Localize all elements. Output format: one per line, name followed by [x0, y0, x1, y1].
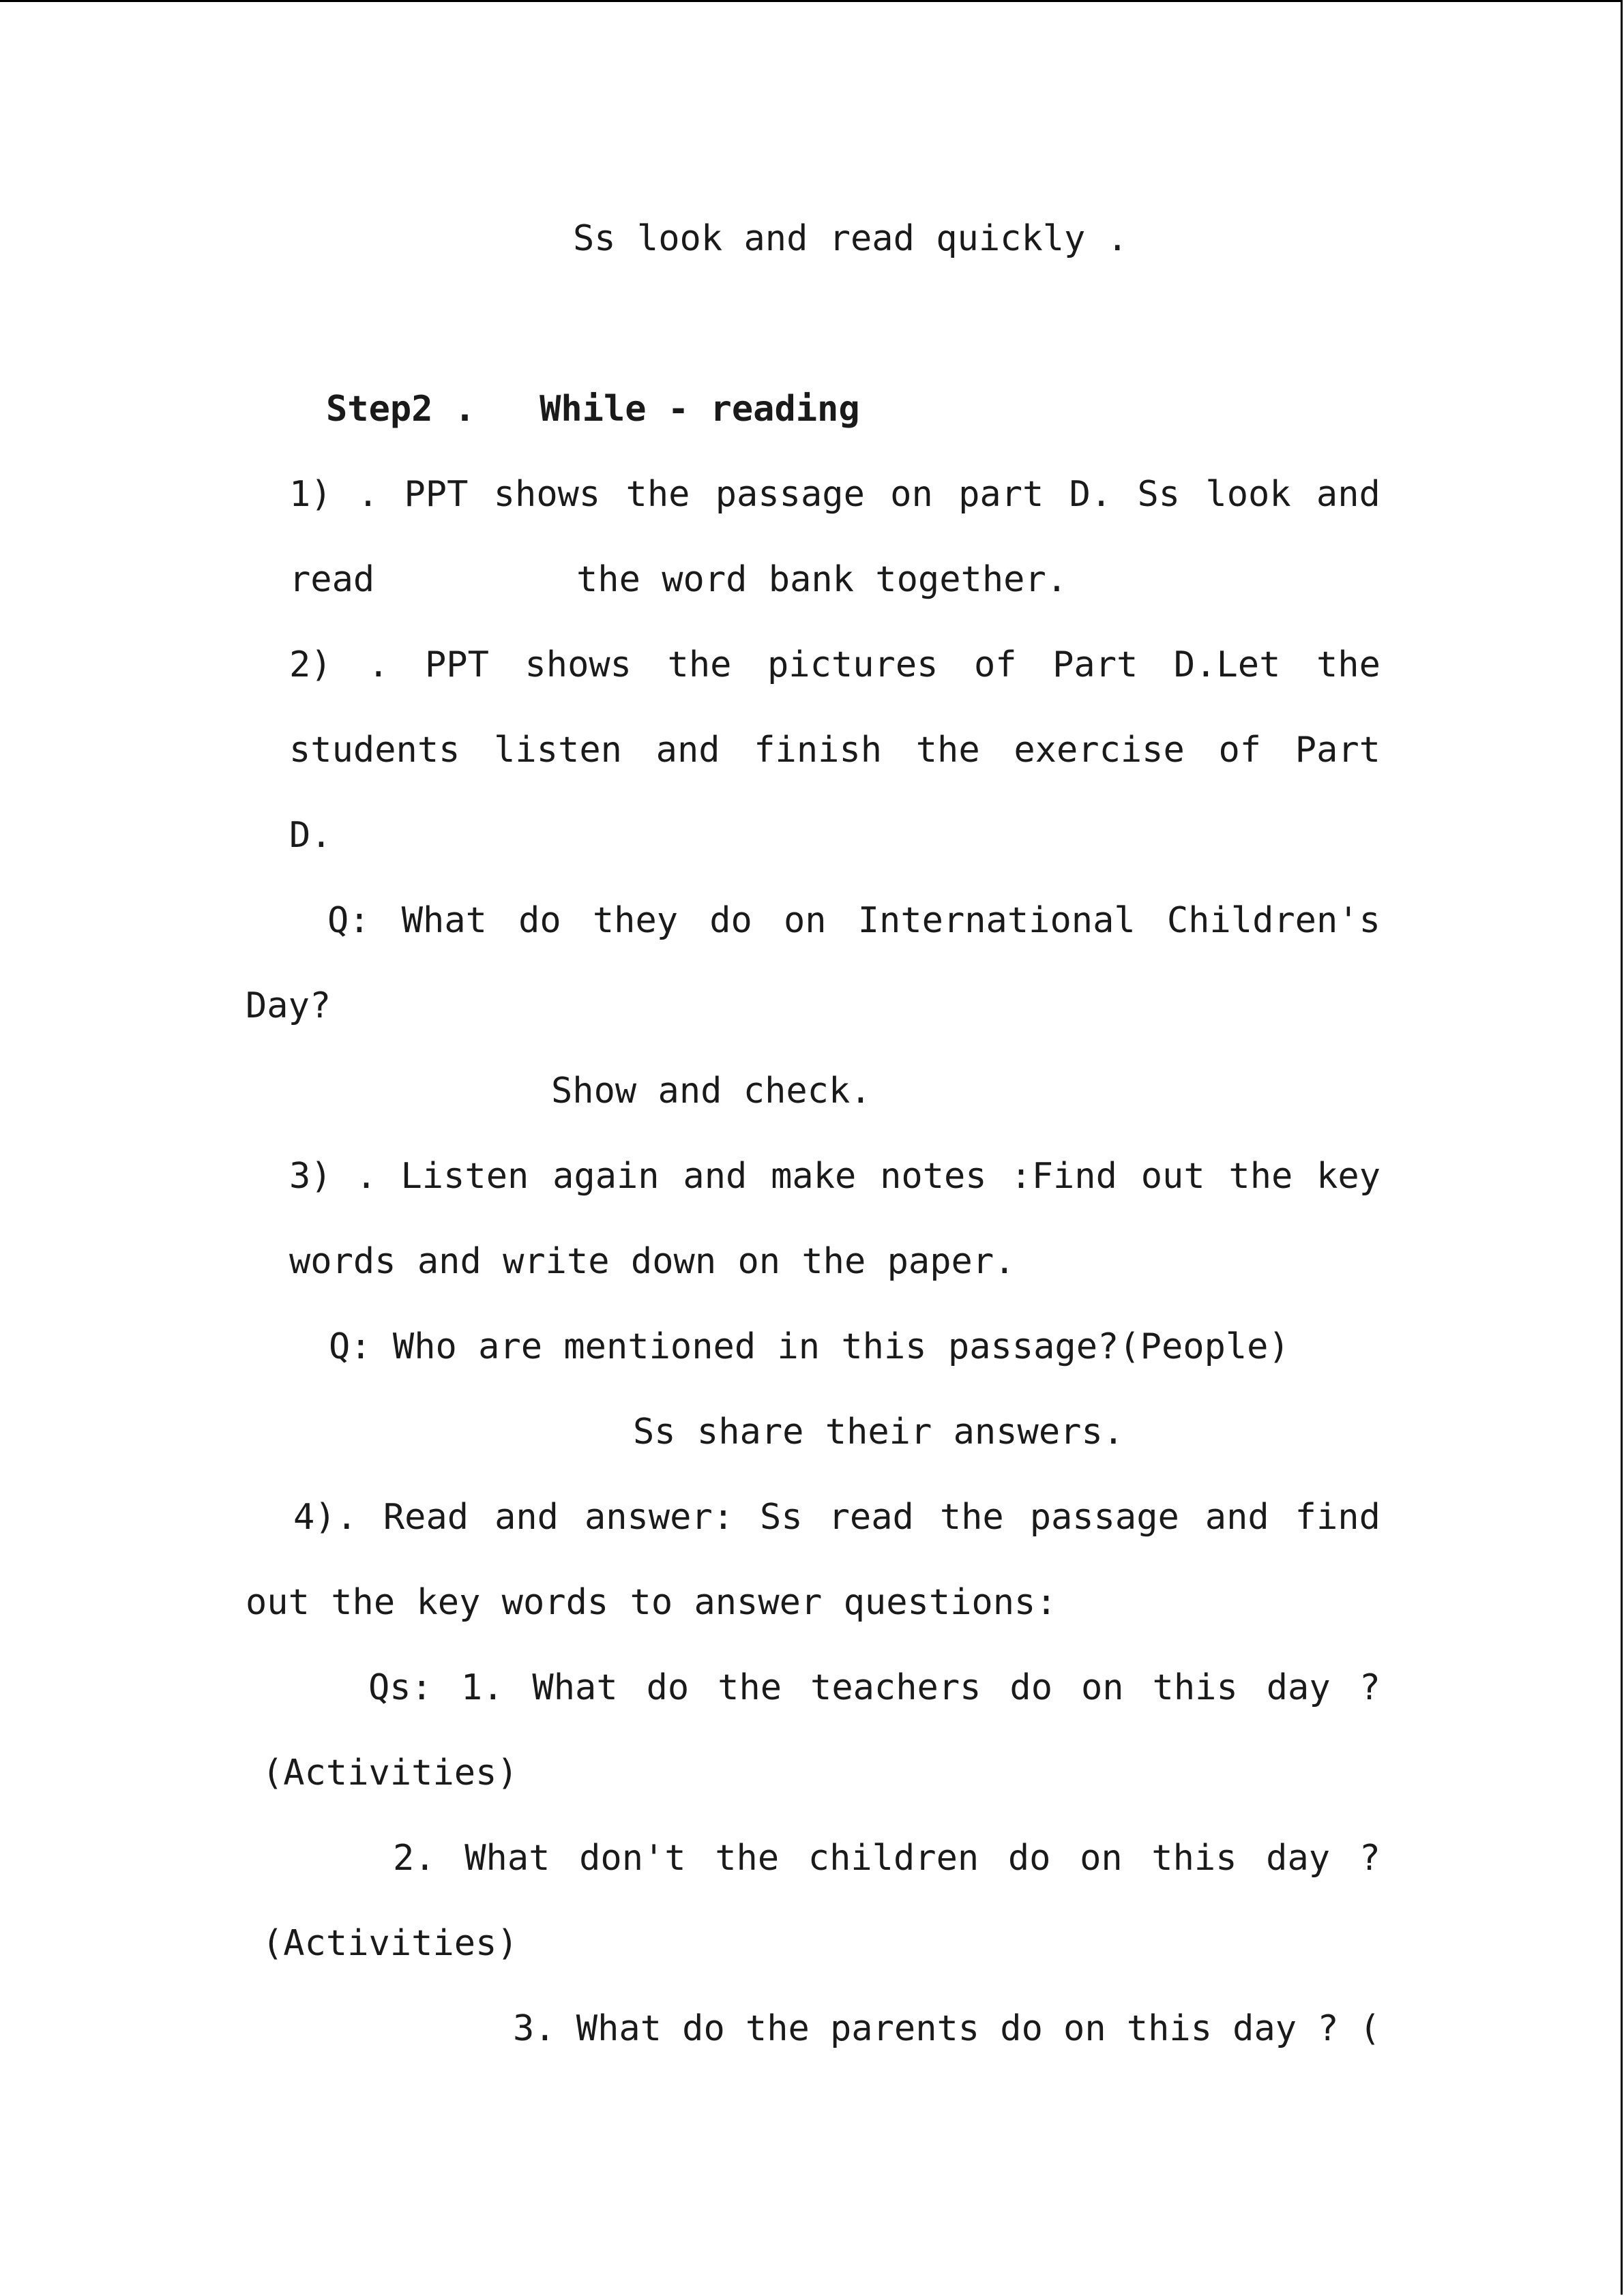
word: and: [1316, 474, 1381, 515]
question-1-line-2: Day?: [246, 985, 331, 1026]
word: What: [576, 2008, 662, 2049]
word: students: [289, 730, 460, 771]
item-4-line-1: [293, 1495, 1381, 1539]
word: the: [625, 474, 690, 515]
item-2-line-3: D.: [289, 815, 332, 856]
question-2: Q: Who are mentioned in this passage?(People): [329, 1326, 1290, 1367]
word: passage: [715, 474, 865, 515]
word: on: [890, 474, 933, 515]
word: 2): [289, 644, 332, 685]
word: PPT: [425, 644, 489, 685]
word: the: [718, 1667, 782, 1708]
word: this: [1151, 1838, 1237, 1879]
word: children: [808, 1838, 979, 1879]
question-set-1-line-2: (Activities): [262, 1753, 518, 1793]
word: parents: [829, 2008, 980, 2049]
word: shows: [525, 644, 632, 685]
word: ?: [1359, 1667, 1381, 1708]
question-set-3-line-1: [513, 2007, 1381, 2051]
item-1-line-1: [289, 473, 1381, 516]
word: day: [1232, 2008, 1297, 2049]
word: ?: [1317, 2008, 1339, 2049]
word: this: [1126, 2008, 1213, 2049]
word: and: [683, 1156, 748, 1197]
word: .: [368, 644, 389, 685]
word: 3): [289, 1156, 332, 1197]
word: .: [355, 1156, 377, 1197]
word: answer:: [584, 1497, 735, 1538]
word: 3.: [513, 2008, 556, 2049]
word: D.Let: [1173, 644, 1281, 685]
item-3-line-2: words and write down on the paper.: [289, 1241, 1016, 1282]
word: D.: [1069, 474, 1112, 515]
show-and-check: Show and check.: [551, 1071, 872, 1112]
word: shows: [493, 474, 601, 515]
word: do: [1009, 1667, 1053, 1708]
word: What: [401, 900, 487, 941]
word: on: [783, 900, 827, 941]
item-1-line-2a: read: [289, 559, 375, 600]
word: again: [552, 1156, 660, 1197]
word: out: [1140, 1156, 1205, 1197]
word: listen: [494, 730, 622, 771]
word: this: [1152, 1667, 1238, 1708]
word: 1): [289, 474, 332, 515]
word: and: [494, 1497, 559, 1538]
item-2-line-2: [289, 728, 1381, 772]
word: the: [1316, 644, 1381, 685]
share-line: Ss share their answers.: [633, 1412, 1125, 1452]
word: do: [518, 900, 561, 941]
word: of: [973, 644, 1017, 685]
word: Part: [1295, 730, 1381, 771]
word: do: [1000, 2008, 1043, 2049]
word: Part: [1052, 644, 1138, 685]
question-set-2-line-1: [393, 1836, 1381, 1880]
question-1-line-1: [327, 899, 1381, 942]
word: don't: [579, 1838, 686, 1879]
word: pictures: [767, 644, 939, 685]
word: on: [1080, 1667, 1124, 1708]
word: ?: [1359, 1838, 1381, 1879]
word: passage: [1029, 1497, 1179, 1538]
word: teachers: [810, 1667, 981, 1708]
word: the: [667, 644, 732, 685]
word: on: [1080, 1838, 1123, 1879]
word: the: [715, 1838, 780, 1879]
word: Q:: [327, 900, 370, 941]
word: Listen: [400, 1156, 529, 1197]
item-2-line-1: [289, 643, 1381, 687]
item-3-line-1: [289, 1154, 1381, 1198]
word: read: [828, 1497, 914, 1538]
word: 2.: [393, 1838, 436, 1879]
word: the: [1228, 1156, 1293, 1197]
word: Ss: [1137, 474, 1181, 515]
word: of: [1218, 730, 1262, 771]
word: (: [1359, 2008, 1381, 2049]
word: International: [857, 900, 1136, 941]
word: .: [357, 474, 379, 515]
word: they: [592, 900, 679, 941]
word: 4).: [293, 1497, 357, 1538]
word: What: [464, 1838, 550, 1879]
word: the: [745, 2008, 810, 2049]
word: PPT: [404, 474, 469, 515]
word: and: [1205, 1497, 1269, 1538]
word: Ss: [760, 1497, 803, 1538]
word: day: [1266, 1838, 1331, 1879]
word: 1.: [460, 1667, 504, 1708]
word: and: [655, 730, 720, 771]
word: Qs:: [368, 1667, 432, 1708]
item-1-line-2b: the word bank together.: [576, 559, 1068, 600]
word: Children's: [1166, 900, 1381, 941]
question-set-1-line-1: [368, 1666, 1381, 1710]
word: the: [939, 1497, 1004, 1538]
word: on: [1063, 2008, 1106, 2049]
word: finish: [754, 730, 883, 771]
word: exercise: [1014, 730, 1185, 771]
item-4-line-2: out the key words to answer questions:: [246, 1582, 1057, 1623]
word: the: [915, 730, 980, 771]
intro-line: Ss look and read quickly .: [573, 218, 1128, 259]
word: do: [1007, 1838, 1051, 1879]
word: do: [682, 2008, 725, 2049]
step2-heading: Step2 . While - reading: [326, 389, 860, 430]
word: notes: [880, 1156, 987, 1197]
word: Read: [383, 1497, 469, 1538]
word: make: [771, 1156, 857, 1197]
word: do: [709, 900, 752, 941]
word: What: [532, 1667, 618, 1708]
word: find: [1295, 1497, 1381, 1538]
word: day: [1266, 1667, 1331, 1708]
word: part: [958, 474, 1044, 515]
word: look: [1205, 474, 1291, 515]
question-set-2-line-2: (Activities): [262, 1923, 518, 1964]
word: key: [1316, 1156, 1381, 1197]
word: :Find: [1010, 1156, 1117, 1197]
word: do: [646, 1667, 690, 1708]
